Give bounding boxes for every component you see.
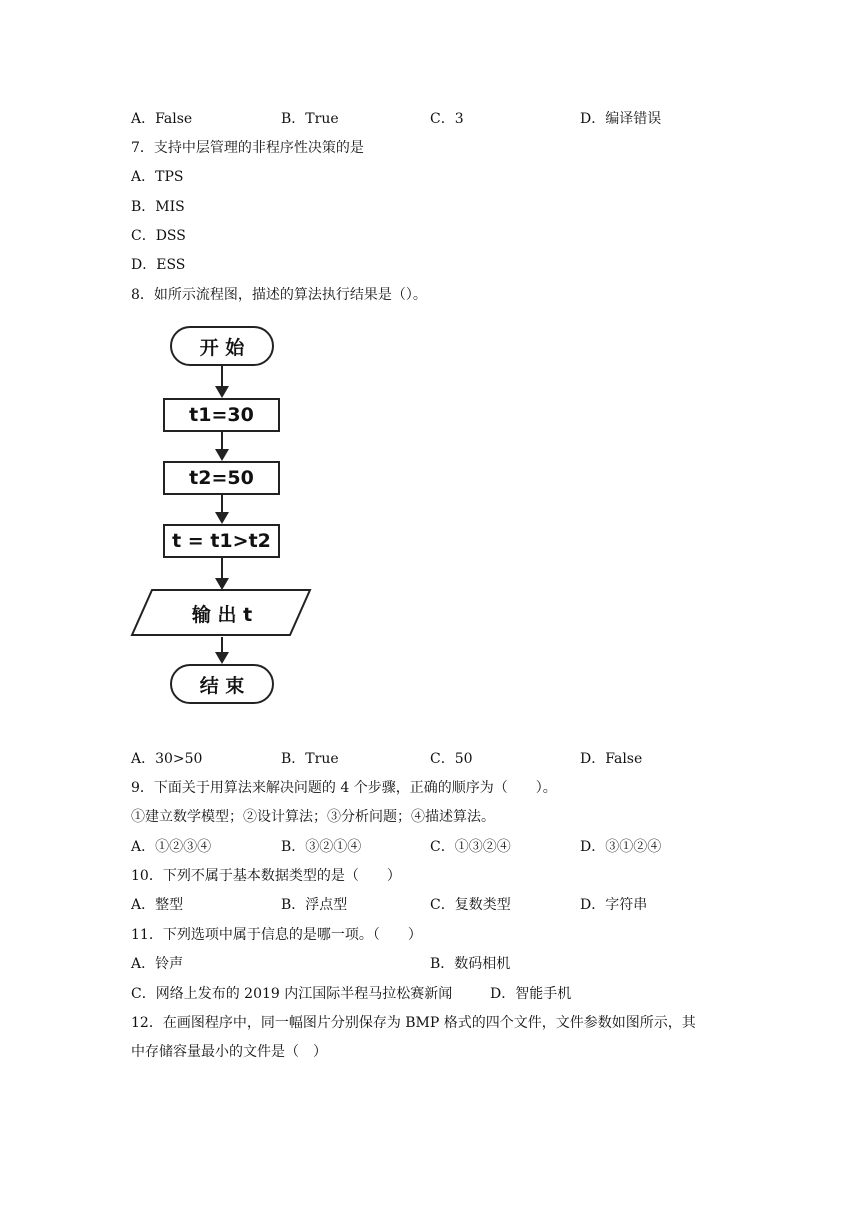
q11-option-c: C．网络上发布的 2019 内江国际半程马拉松赛新闻	[131, 986, 453, 1002]
q10-stem: 10．下列不属于基本数据类型的是（ ）	[131, 868, 401, 884]
q6-option-a: A．False	[131, 111, 193, 127]
flow-arrow	[221, 432, 223, 459]
q7-option-d: D．ESS	[131, 257, 186, 273]
flow-arrow	[221, 637, 223, 662]
flow-arrow	[221, 495, 223, 522]
flow-step-compare: t = t1>t2	[163, 524, 280, 558]
q12-stem-line2: 中存储容量最小的文件是（ ）	[131, 1044, 327, 1060]
q7-stem: 7．支持中层管理的非程序性决策的是	[131, 140, 364, 156]
q6-option-c: C．3	[430, 111, 464, 127]
q7-option-c: C．DSS	[131, 228, 186, 244]
q8-option-a: A．30>50	[131, 751, 203, 767]
flow-output: 输 出 t	[191, 603, 253, 626]
q10-option-a: A．整型	[131, 897, 184, 913]
q9-option-b: B．③②①④	[281, 839, 362, 855]
q6-option-b: B．True	[281, 111, 339, 127]
flow-end: 结 束	[170, 664, 274, 704]
q9-steps: ①建立数学模型；②设计算法；③分析问题；④描述算法。	[131, 809, 495, 825]
q10-option-b: B．浮点型	[281, 897, 348, 913]
q8-option-d: D．False	[580, 751, 643, 767]
q11-option-b: B．数码相机	[430, 956, 511, 972]
q8-stem: 8．如所示流程图，描述的算法执行结果是（）。	[131, 287, 427, 303]
q11-option-d: D．智能手机	[490, 986, 572, 1002]
q9-stem: 9．下面关于用算法来解决问题的 4 个步骤，正确的顺序为（ ）。	[131, 780, 557, 796]
q8-option-b: B．True	[281, 751, 339, 767]
flow-arrow	[221, 366, 223, 396]
q9-option-c: C．①③②④	[430, 839, 511, 855]
q6-option-d: D．编译错误	[580, 111, 662, 127]
flow-step-t2: t2=50	[163, 461, 280, 495]
q12-stem-line1: 12．在画图程序中，同一幅图片分别保存为 BMP 格式的四个文件，文件参数如图所示，其	[131, 1015, 696, 1031]
flow-start: 开 始	[170, 326, 274, 366]
q11-stem: 11．下列选项中属于信息的是哪一项。（ ）	[131, 927, 422, 943]
q10-option-d: D．字符串	[580, 897, 648, 913]
q8-option-c: C．50	[430, 751, 473, 767]
q11-option-a: A．铃声	[131, 956, 184, 972]
q9-option-d: D．③①②④	[580, 839, 662, 855]
flow-arrow	[221, 558, 223, 588]
flow-step-t1: t1=30	[163, 398, 280, 432]
q7-option-a: A．TPS	[131, 169, 184, 185]
q9-option-a: A．①②③④	[131, 839, 212, 855]
q7-option-b: B．MIS	[131, 199, 185, 215]
q10-option-c: C．复数类型	[430, 897, 511, 913]
